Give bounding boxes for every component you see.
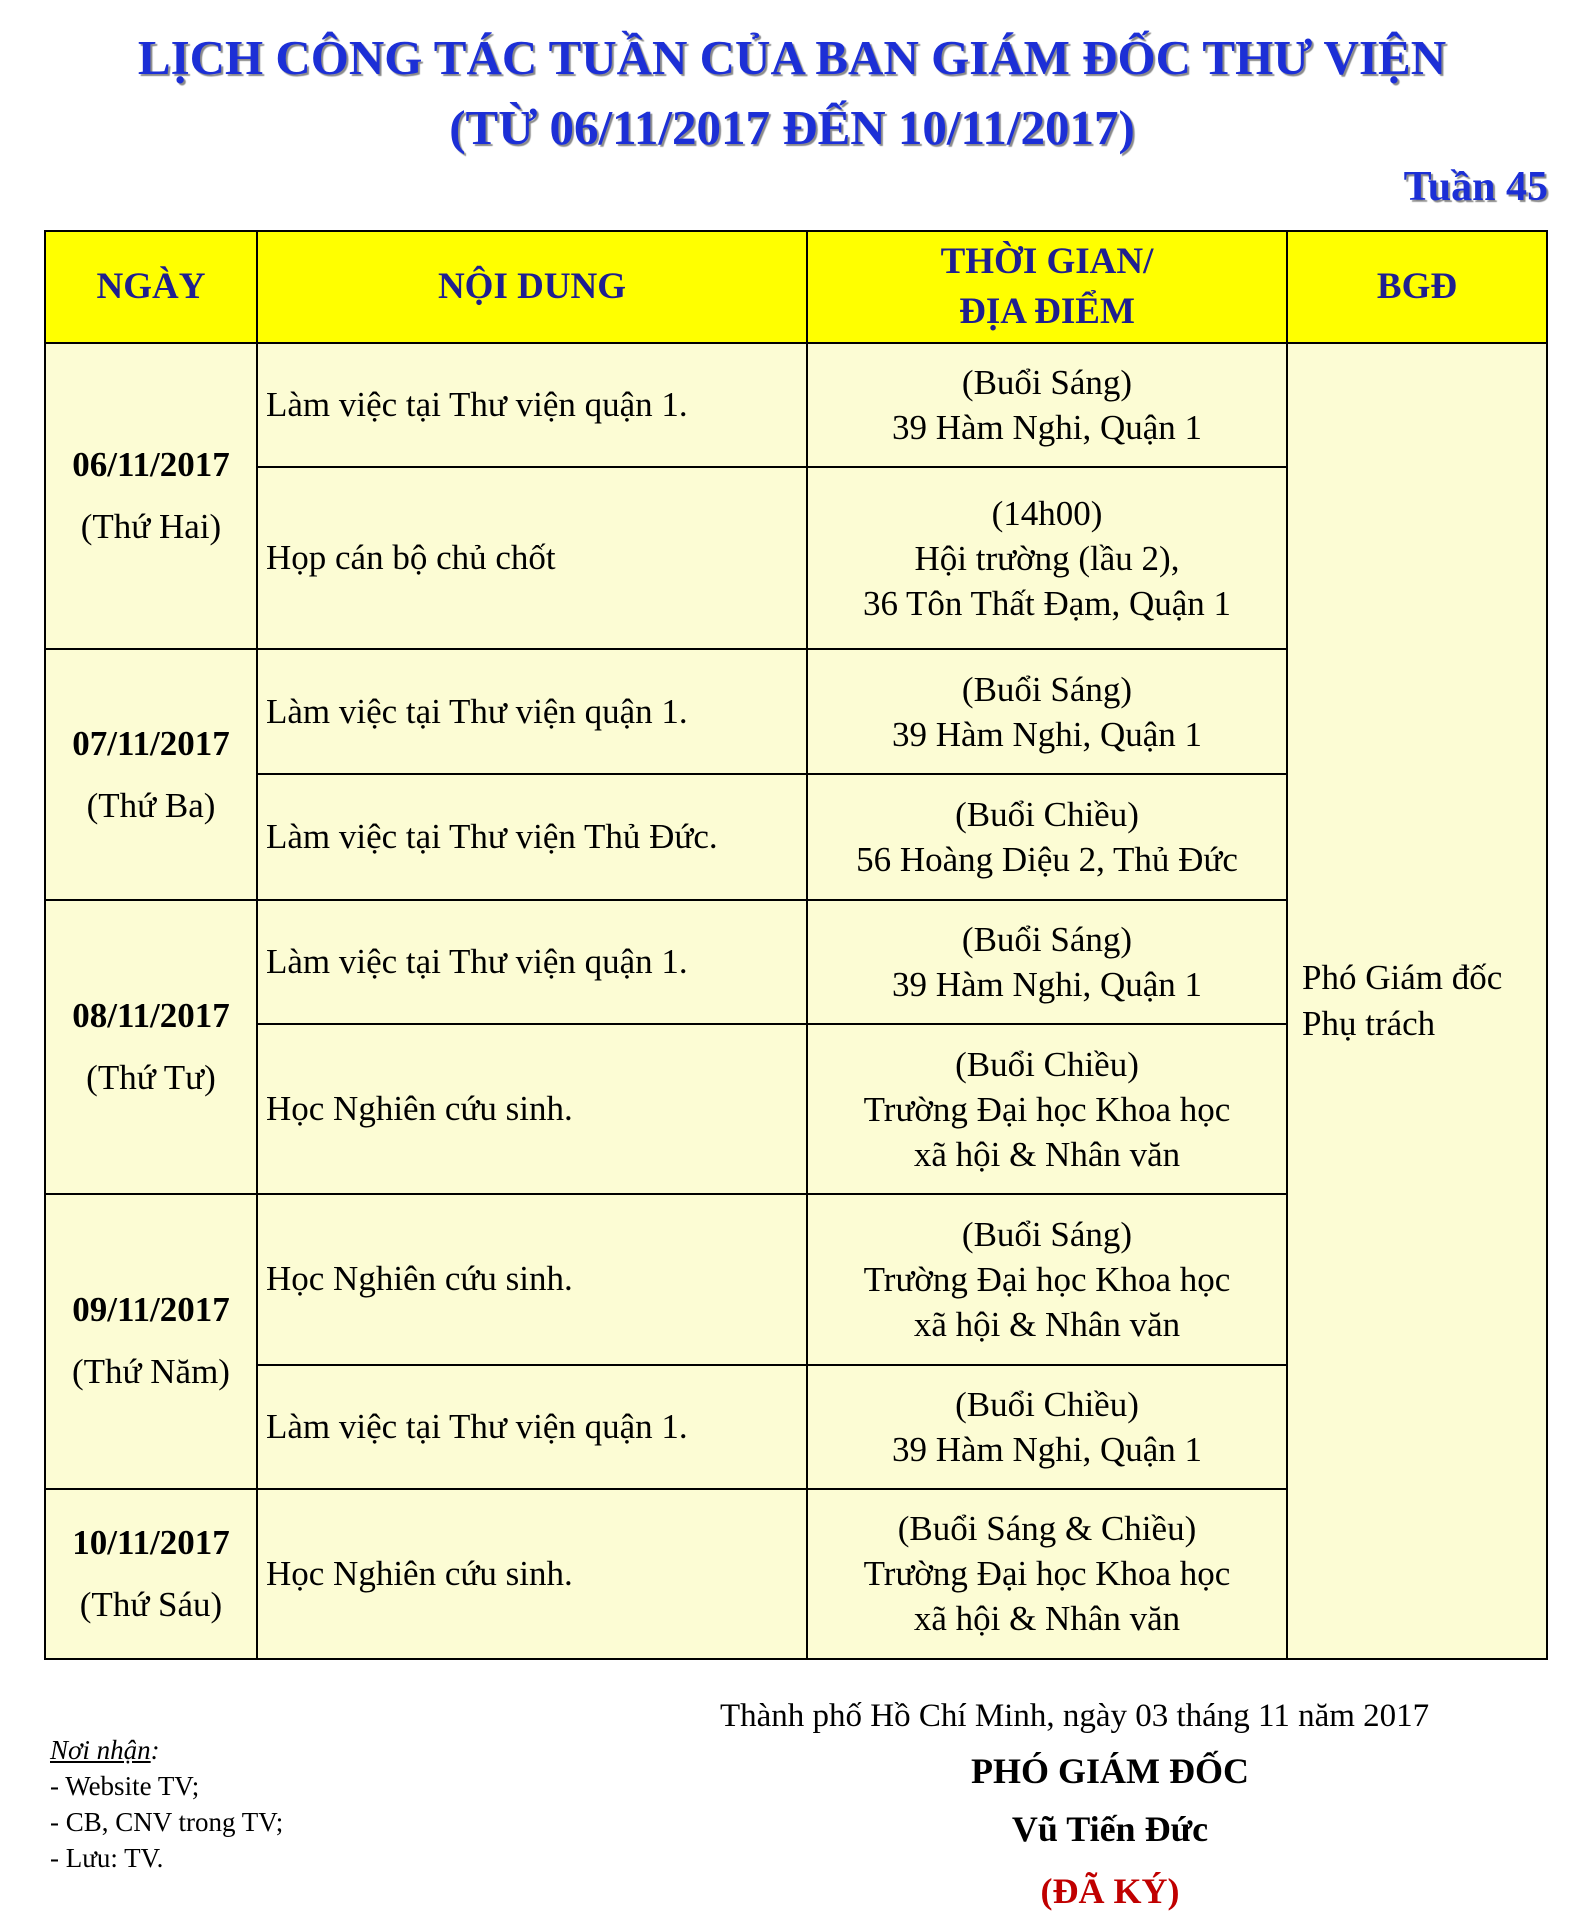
- location-line: 39 Hàm Nghi, Quận 1: [891, 964, 1203, 1004]
- column-header-content: NỘI DUNG: [257, 231, 807, 343]
- day-date: 08/11/2017: [72, 996, 230, 1036]
- recipient-item: - CB, CNV trong TV;: [50, 1807, 284, 1837]
- content-cell: Học Nghiên cứu sinh.: [257, 1194, 807, 1364]
- time-location-cell: [807, 1024, 1287, 1194]
- recipient-item: - Lưu: TV.: [50, 1843, 164, 1873]
- signed-stamp: (ĐÃ KÝ): [1040, 1871, 1180, 1911]
- location-line: Hội trường (lầu 2),: [914, 538, 1180, 578]
- day-weekday: (Thứ Tư): [86, 1058, 216, 1098]
- signer-title: PHÓ GIÁM ĐỐC: [971, 1751, 1249, 1791]
- place-and-date: Thành phố Hồ Chí Minh, ngày 03 tháng 11 năm 2017: [720, 1698, 1430, 1734]
- time-line: (Buổi Sáng): [961, 1214, 1133, 1254]
- time-location-cell: [807, 900, 1287, 1024]
- location-line: Trường Đại học Khoa học: [863, 1259, 1231, 1299]
- column-header-day: NGÀY: [45, 231, 257, 343]
- day-cell: [45, 900, 257, 1194]
- location-line: 36 Tôn Thất Đạm, Quận 1: [862, 583, 1232, 623]
- content-cell: Học Nghiên cứu sinh.: [257, 1489, 807, 1659]
- bgd-cell: [1287, 343, 1547, 1659]
- time-line: (Buổi Sáng & Chiều): [897, 1509, 1197, 1549]
- content-cell: Làm việc tại Thư viện quận 1.: [257, 900, 807, 1024]
- column-header-location: ĐỊA ĐIỂM: [959, 291, 1135, 332]
- day-weekday: (Thứ Sáu): [79, 1584, 223, 1624]
- time-line: (14h00): [991, 493, 1103, 533]
- time-location-cell: [807, 649, 1287, 773]
- time-location-cell: [807, 1365, 1287, 1489]
- bgd-role-detail: Phụ trách: [1302, 1004, 1436, 1043]
- location-line: 56 Hoàng Diệu 2, Thủ Đức: [856, 839, 1238, 879]
- location-line: 39 Hàm Nghi, Quận 1: [891, 408, 1203, 448]
- day-weekday: (Thứ Hai): [80, 507, 222, 547]
- recipients-title: Nơi nhận: [50, 1735, 151, 1765]
- column-header-time-location: [807, 231, 1287, 343]
- day-date: 09/11/2017: [72, 1290, 230, 1330]
- time-line: (Buổi Sáng): [961, 363, 1133, 403]
- content-cell: Làm việc tại Thư viện Thủ Đức.: [257, 774, 807, 900]
- time-line: (Buổi Chiều): [955, 794, 1139, 834]
- time-location-cell: [807, 1194, 1287, 1364]
- recipients-block: [50, 1732, 283, 1876]
- table-row: [45, 343, 1547, 467]
- location-line: xã hội & Nhân văn: [913, 1134, 1181, 1174]
- time-location-cell: [807, 343, 1287, 467]
- week-number: Tuần 45: [1403, 164, 1548, 210]
- day-date: 06/11/2017: [72, 445, 230, 485]
- schedule-table: [44, 230, 1548, 1660]
- table-header-row: [45, 231, 1547, 343]
- recipients-colon: :: [150, 1735, 160, 1765]
- location-line: Trường Đại học Khoa học: [863, 1554, 1231, 1594]
- time-line: (Buổi Chiều): [955, 1044, 1139, 1084]
- time-location-cell: [807, 774, 1287, 900]
- day-weekday: (Thứ Ba): [86, 785, 216, 825]
- time-line: (Buổi Chiều): [955, 1384, 1139, 1424]
- page-title: LỊCH CÔNG TÁC TUẦN CỦA BAN GIÁM ĐỐC THƯ VIỆN: [137, 30, 1447, 85]
- day-cell: [45, 1194, 257, 1488]
- location-line: xã hội & Nhân văn: [913, 1599, 1181, 1639]
- day-cell: [45, 343, 257, 649]
- time-line: (Buổi Sáng): [961, 919, 1133, 959]
- content-cell: Học Nghiên cứu sinh.: [257, 1024, 807, 1194]
- bgd-role: Phó Giám đốc: [1302, 958, 1503, 997]
- content-cell: Làm việc tại Thư viện quận 1.: [257, 343, 807, 467]
- day-cell: [45, 1489, 257, 1659]
- day-date: 10/11/2017: [72, 1522, 230, 1562]
- signer-name: Vũ Tiến Đức: [1011, 1809, 1209, 1849]
- page-subtitle-date-range: (TỪ 06/11/2017 ĐẾN 10/11/2017): [449, 100, 1135, 155]
- day-weekday: (Thứ Năm): [72, 1352, 230, 1392]
- recipient-item: - Website TV;: [50, 1771, 200, 1801]
- location-line: Trường Đại học Khoa học: [863, 1089, 1231, 1129]
- time-location-cell: [807, 1489, 1287, 1659]
- recipients-heading: [50, 1732, 283, 1768]
- day-date: 07/11/2017: [72, 723, 230, 763]
- location-line: 39 Hàm Nghi, Quận 1: [891, 1429, 1203, 1469]
- content-cell: Họp cán bộ chủ chốt: [257, 467, 807, 649]
- location-line: xã hội & Nhân văn: [913, 1304, 1181, 1344]
- content-cell: Làm việc tại Thư viện quận 1.: [257, 1365, 807, 1489]
- day-cell: [45, 649, 257, 899]
- column-header-time: THỜI GIAN/: [940, 241, 1154, 282]
- time-line: (Buổi Sáng): [961, 669, 1133, 709]
- location-line: 39 Hàm Nghi, Quận 1: [891, 714, 1203, 754]
- content-cell: Làm việc tại Thư viện quận 1.: [257, 649, 807, 773]
- column-header-bgd: BGĐ: [1287, 231, 1547, 343]
- time-location-cell: [807, 467, 1287, 649]
